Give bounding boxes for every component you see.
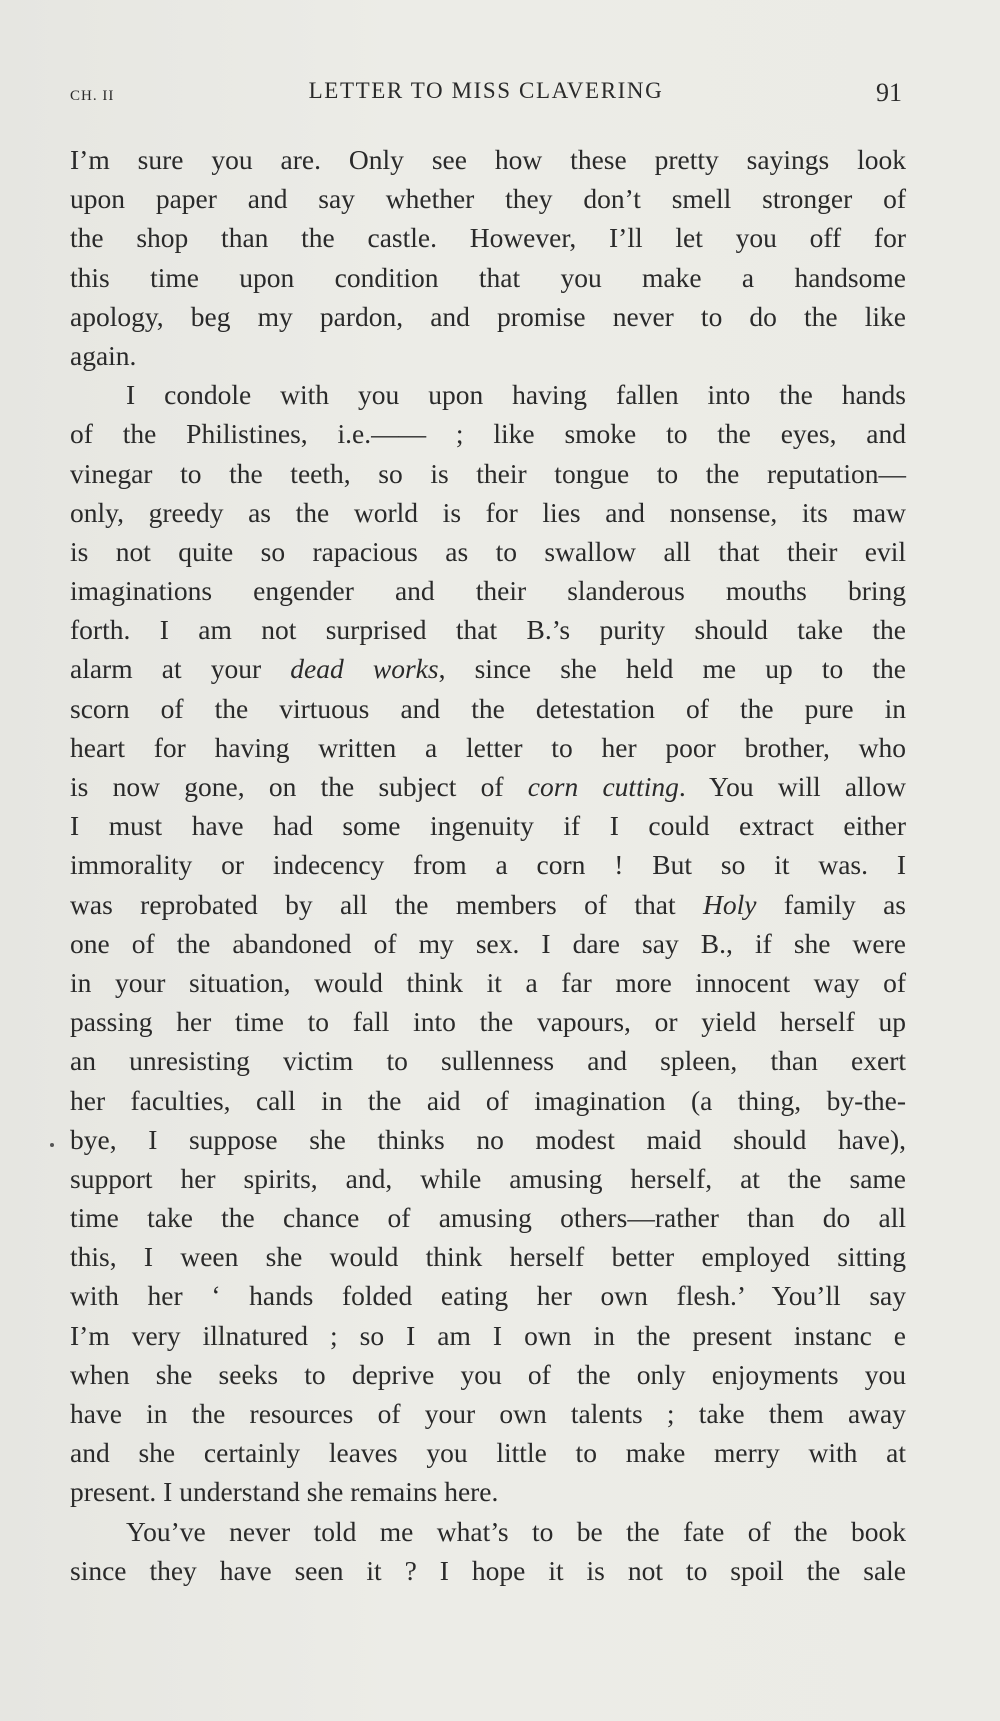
text-line: vinegar to the teeth, so is their tongue to the reputation— [70, 457, 906, 489]
text-run: family as [756, 888, 906, 920]
text-line: scorn of the virtuous and the detestation of the pure in [70, 692, 906, 724]
text-line: since they have seen it ? I hope it is not to spoil the sale [70, 1554, 906, 1586]
text-line: in your situation, would think it a far more innocent way of [70, 966, 906, 998]
body-text [70, 140, 906, 1590]
chapter-marker: CH. II [70, 88, 115, 104]
text-line: I must have had some ingenuity if I could extract either [70, 810, 906, 842]
italic-phrase: corn cutting [527, 771, 679, 802]
text-line: bye, I suppose she thinks no modest maid should have), [70, 1123, 906, 1155]
italic-phrase: Holy [703, 888, 757, 920]
text-run: is now gone, on the subject of [70, 771, 528, 802]
text-line: only, greedy as the world is for lies and nonsense, its maw [70, 496, 906, 528]
running-title: LETTER TO MISS CLAVERING [308, 78, 664, 103]
text-line: of the Philistines, i.e.—— ; like smoke to the eyes, and [70, 418, 906, 450]
text-line: I’m very illnatured ; so I am I own in the present instanc e [70, 1319, 906, 1351]
text-line: time take the chance of amusing others—rather than do all [70, 1202, 906, 1234]
text-run: alarm at your [70, 653, 291, 685]
text-line [70, 767, 906, 806]
page-number: 91 [876, 78, 902, 107]
text-line: I’m sure you are. Only see how these pretty sayings look [70, 144, 906, 175]
text-line: apology, beg my pardon, and promise never to do the like [70, 300, 906, 332]
text-line: this, I ween she would think herself better employed sitting [70, 1241, 906, 1273]
text-line: an unresisting victim to sullenness and spleen, than exert [70, 1045, 906, 1077]
text-line: imaginations engender and their slanderous mouths bring [70, 575, 906, 607]
text-run: was reprobated by all the members of that [70, 888, 704, 920]
text-line: I condole with you upon having fallen into the hands [126, 379, 906, 411]
text-line: present. I understand she remains here. [70, 1476, 499, 1508]
text-line: You’ve never told me what’s to be the fate of the book [126, 1515, 906, 1547]
text-line: her faculties, call in the aid of imagination (a thing, by-the- [70, 1084, 906, 1116]
text-line: again. [70, 339, 137, 371]
text-line: immorality or indecency from a corn ! But so it was. I [70, 849, 906, 881]
text-line: this time upon condition that you make a handsome [70, 261, 906, 293]
text-line: when she seeks to deprive you of the only enjoyments you [70, 1358, 906, 1390]
text-line: one of the abandoned of my sex. I dare say B., if she were [70, 927, 906, 959]
text-line: passing her time to fall into the vapours, or yield herself up [70, 1006, 906, 1038]
text-line [70, 649, 906, 688]
text-run: . You will allow [678, 771, 906, 802]
text-line: forth. I am not surprised that B.’s purity should take the [70, 614, 906, 646]
text-line: the shop than the castle. However, I’ll let you off for [70, 222, 906, 254]
text-line: heart for having written a letter to her poor brother, who [70, 731, 906, 763]
text-run: , since she held me up to the [438, 653, 906, 685]
text-line [70, 885, 906, 924]
text-line: have in the resources of your own talents ; take them away [70, 1398, 906, 1429]
text-line: with her ‘ hands folded eating her own flesh.’ You’ll say [70, 1280, 906, 1312]
italic-phrase: dead works [290, 653, 439, 685]
text-line: and she certainly leaves you little to make merry with at [70, 1437, 906, 1469]
running-head [70, 78, 902, 118]
text-line: upon paper and say whether they don’t smell stronger of [70, 183, 906, 215]
margin-speck [50, 1143, 54, 1147]
text-line: is not quite so rapacious as to swallow all that their evil [70, 535, 906, 567]
text-line: support her spirits, and, while amusing herself, at the same [70, 1162, 906, 1194]
